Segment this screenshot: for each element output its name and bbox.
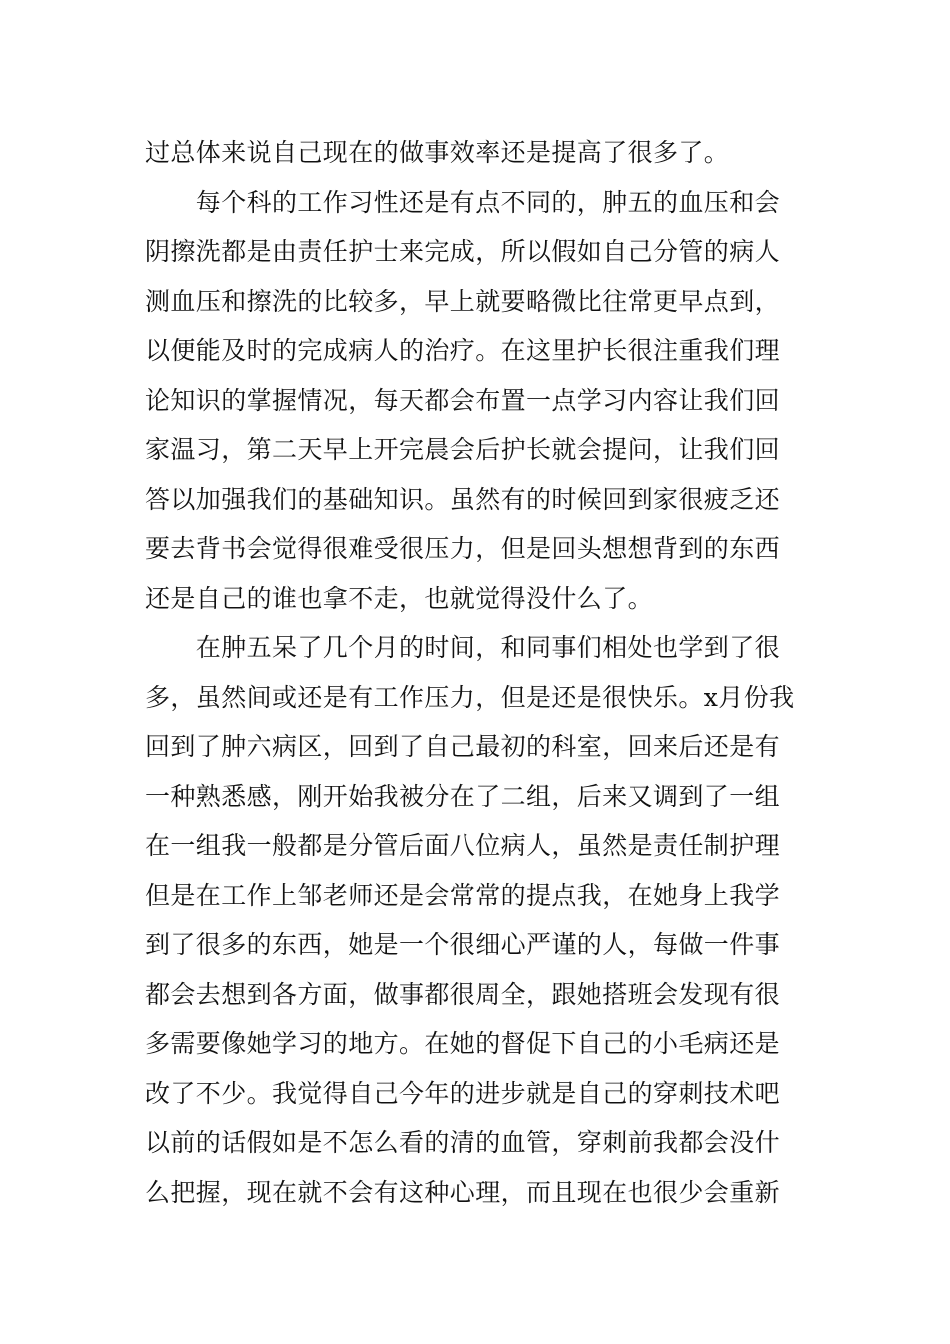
text-line: 论知识的掌握情况，每天都会布置一点学习内容让我们回 — [145, 385, 781, 415]
text-line: 还是自己的谁也拿不走，也就觉得没什么了。 — [145, 583, 654, 613]
text-line: 答以加强我们的基础知识。虽然有的时候回到家很疲乏还 — [145, 484, 781, 514]
body-text — [145, 128, 807, 1217]
text-line: 多需要像她学习的地方。在她的督促下自己的小毛病还是 — [145, 1029, 781, 1058]
text-line: 么把握，现在就不会有这种心理，而且现在也很少会重新 — [145, 1177, 781, 1207]
text-line: 一种熟悉感，刚开始我被分在了二组，后来又调到了一组 — [145, 781, 781, 811]
text-line: 在一组我一般都是分管后面八位病人，虽然是责任制护理 — [145, 831, 781, 860]
text-line: 在肿五呆了几个月的时间，和同事们相处也学到了很 — [145, 633, 781, 662]
text-line: 到了很多的东西，她是一个很细心严谨的人，每做一件事 — [145, 930, 781, 959]
text-line: 都会去想到各方面，做事都很周全，跟她搭班会发现有很 — [145, 979, 781, 1009]
text-line: 过总体来说自己现在的做事效率还是提高了很多了。 — [145, 138, 730, 167]
text-line: 回到了肿六病区，回到了自己最初的科室，回来后还是有 — [145, 732, 781, 761]
text-line: 每个科的工作习性还是有点不同的，肿五的血压和会 — [145, 187, 781, 217]
text-line: 以便能及时的完成病人的治疗。在这里护长很注重我们理 — [145, 336, 781, 365]
text-line: 测血压和擦洗的比较多，早上就要略微比往常更早点到， — [145, 286, 781, 316]
text-line: 阴擦洗都是由责任护士来完成，所以假如自己分管的病人 — [145, 237, 781, 266]
text-line: 多，虽然间或还是有工作压力，但是还是很快乐。x月份我 — [145, 682, 795, 712]
text-line: 家温习，第二天早上开完晨会后护长就会提问，让我们回 — [145, 435, 781, 464]
text-line: 但是在工作上邹老师还是会常常的提点我，在她身上我学 — [145, 880, 781, 910]
text-line: 改了不少。我觉得自己今年的进步就是自己的穿刺技术吧 — [145, 1078, 781, 1108]
text-line: 要去背书会觉得很难受很压力，但是回头想想背到的东西 — [145, 534, 781, 563]
text-line: 以前的话假如是不怎么看的清的血管，穿刺前我都会没什 — [145, 1128, 781, 1157]
